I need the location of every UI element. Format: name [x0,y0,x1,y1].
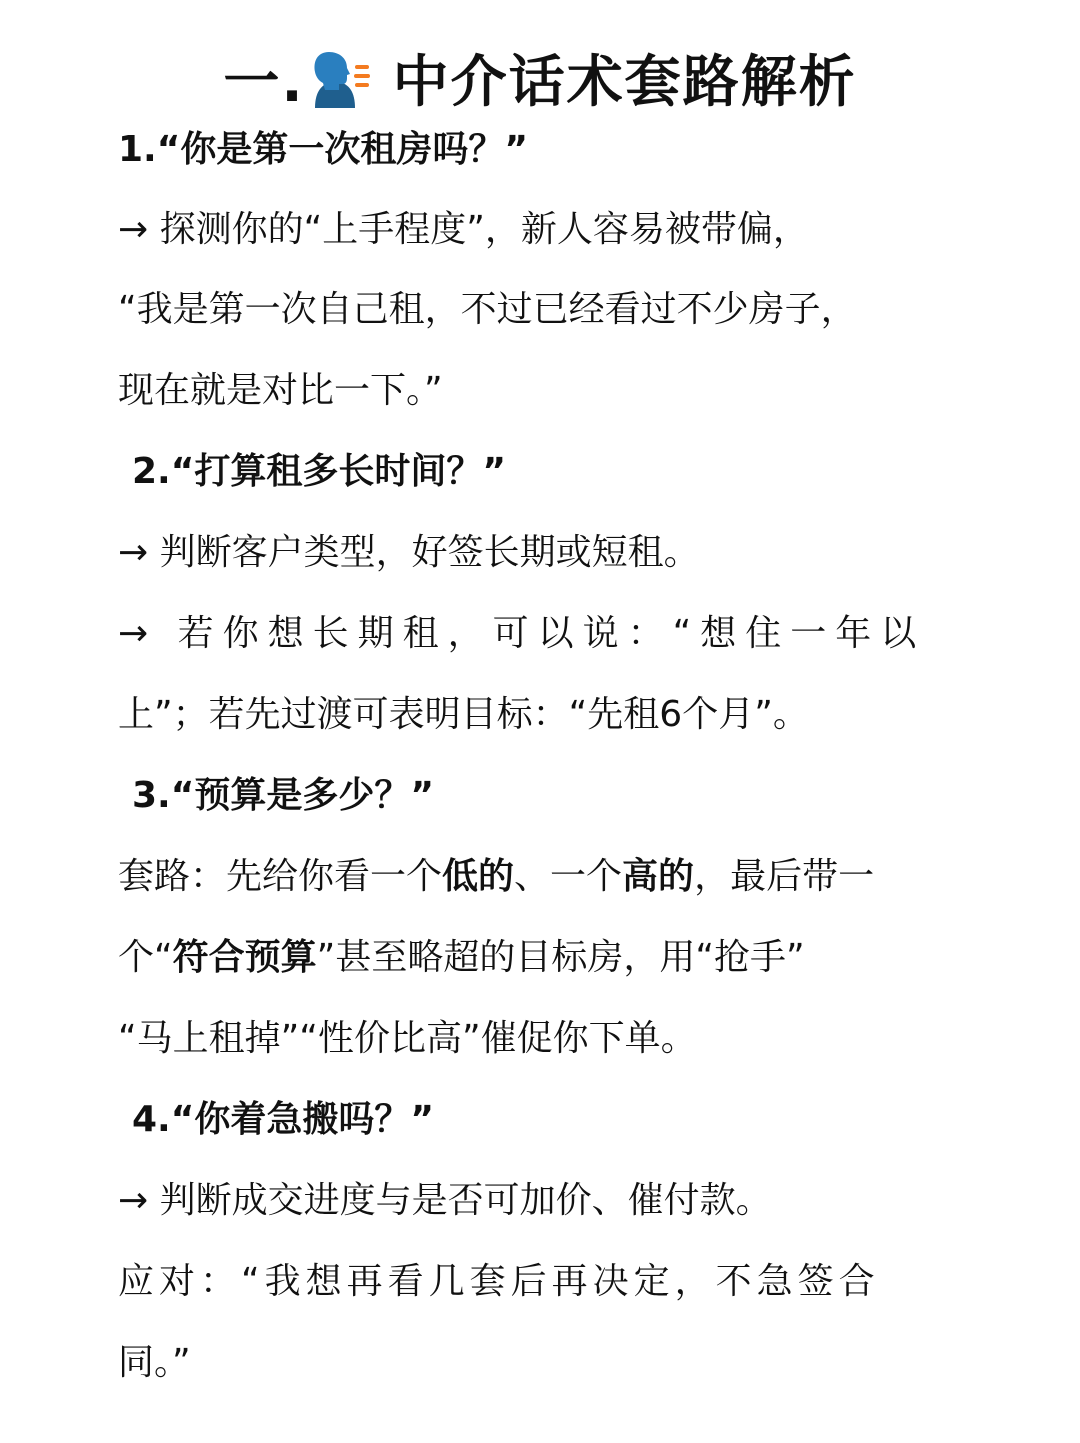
section-2-heading: 2.“打算租多长时间？” [132,451,507,492]
section-3-line-1 [118,845,998,909]
speaking-head-icon [309,46,373,110]
section-3-line-3: “马上租掉”“性价比高”催促你下单。 [118,1018,697,1059]
section-1-line-2: “我是第一次自己租，不过已经看过不少房子， [118,289,857,330]
section-2-line-2: → 若你想长期租，可以说：“想住一年以 [118,613,926,654]
emphasis-low: 低的 [442,856,515,897]
title-text: 中介话术套路解析 [392,50,857,115]
section-2-line-1: → 判断客户类型，好签长期或短租。 [118,532,700,573]
section-3-line-2 [118,926,998,990]
rich-text: ”甚至略超的目标房，用“抢手” [316,937,805,978]
rich-text: 、一个 [514,856,623,897]
rich-text: 个“ [118,937,173,978]
section-4-line-2: 应对：“我想再看几套后再决定，不急签合 [118,1261,880,1302]
rich-text: 套路：先给你看一个 [118,856,443,897]
section-4-line-1: → 判断成交进度与是否可加价、催付款。 [118,1180,772,1221]
page-title [0,38,1080,118]
section-4-heading: 4.“你着急搬吗？” [132,1099,435,1140]
section-2-line-3: 上”；若先过渡可表明目标：“先租6个月”。 [118,694,809,735]
emphasis-high: 高的 [622,856,695,897]
section-3-heading: 3.“预算是多少？” [132,775,435,816]
emphasis-budget: 符合预算 [172,937,317,978]
section-1-heading: 1.“你是第一次租房吗？” [118,129,529,170]
rich-text: ，最后带一 [694,856,875,897]
section-1-line-1: → 探测你的“上手程度”，新人容易被带偏， [118,209,809,250]
title-prefix: 一. [223,50,305,115]
section-4-line-3: 同。” [118,1342,191,1383]
section-1-line-3: 现在就是对比一下。” [118,370,443,411]
